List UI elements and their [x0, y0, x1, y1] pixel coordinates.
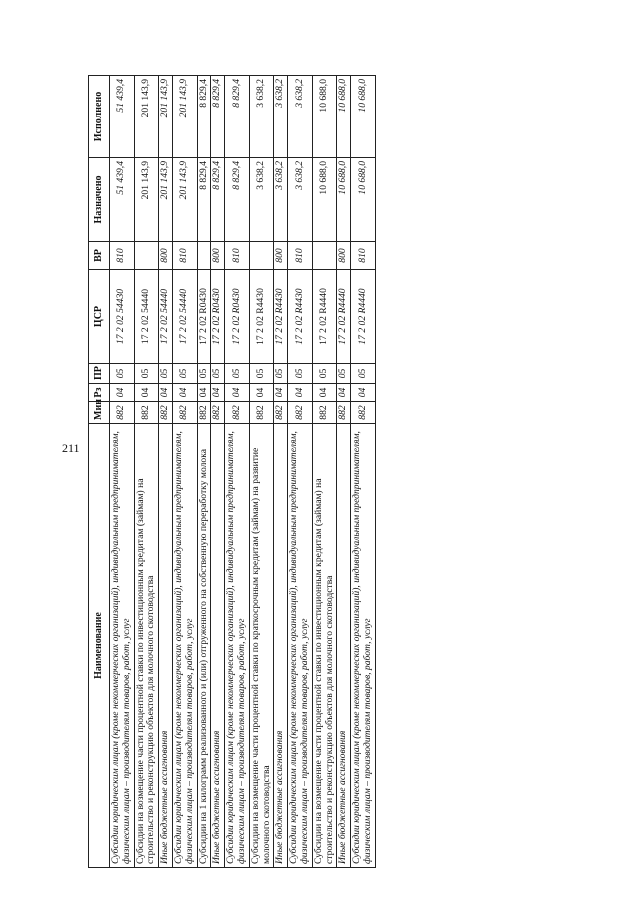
table-row	[134, 76, 159, 868]
cell-rz: 04	[249, 384, 274, 402]
cell-rz: 04	[197, 384, 211, 402]
cell-rz: 04	[337, 384, 351, 402]
cell-csr: 17 2 02 54440	[172, 270, 197, 364]
cell-rz: 04	[134, 384, 159, 402]
cell-vr: 800	[274, 242, 288, 270]
cell-pr: 05	[312, 364, 337, 384]
cell-executed: 3 638,2	[249, 76, 274, 158]
cell-vr: 800	[159, 242, 173, 270]
cell-vr	[312, 242, 337, 270]
cell-name: Субсидии юридическим лицам (кроме некоммерческих организаций), индивидуальным предпринимателям, физическим лицам – производителям товаров, работ, услуг	[172, 424, 197, 868]
cell-name: Иные бюджетные ассигнования	[274, 424, 288, 868]
table-body	[110, 76, 376, 868]
cell-rz: 04	[274, 384, 288, 402]
rotated-table-container	[88, 76, 610, 868]
cell-name: Иные бюджетные ассигнования	[337, 424, 351, 868]
cell-rz: 04	[172, 384, 197, 402]
cell-min: 882	[197, 402, 211, 424]
header-pr: ПР	[89, 364, 110, 384]
cell-pr: 05	[159, 364, 173, 384]
cell-csr: 17 2 02 R4440	[312, 270, 337, 364]
cell-name: Субсидии на 1 килограмм реализованного и (или) отгруженного на собственную переработку молока	[197, 424, 211, 868]
cell-executed: 10 688,0	[337, 76, 351, 158]
cell-csr: 17 2 02 54440	[159, 270, 173, 364]
cell-csr: 17 2 02 R0430	[225, 270, 250, 364]
cell-pr: 05	[211, 364, 225, 384]
cell-assigned: 8 829,4	[197, 158, 211, 242]
cell-csr: 17 2 02 R4430	[249, 270, 274, 364]
cell-assigned: 201 143,9	[134, 158, 159, 242]
cell-pr: 05	[225, 364, 250, 384]
cell-pr: 05	[337, 364, 351, 384]
cell-executed: 201 143,9	[134, 76, 159, 158]
cell-vr: 810	[225, 242, 250, 270]
cell-rz: 04	[312, 384, 337, 402]
cell-assigned: 201 143,9	[172, 158, 197, 242]
cell-assigned: 8 829,4	[225, 158, 250, 242]
header-assigned: Назначено	[89, 158, 110, 242]
cell-vr	[134, 242, 159, 270]
table-row	[288, 76, 313, 868]
cell-csr: 17 2 02 54440	[134, 270, 159, 364]
cell-vr: 810	[172, 242, 197, 270]
cell-pr: 05	[134, 364, 159, 384]
cell-pr: 05	[288, 364, 313, 384]
cell-rz: 04	[225, 384, 250, 402]
cell-min: 882	[225, 402, 250, 424]
table-row	[172, 76, 197, 868]
cell-name: Иные бюджетные ассигнования	[211, 424, 225, 868]
table-row	[159, 76, 173, 868]
cell-assigned: 201 143,9	[159, 158, 173, 242]
table-row	[249, 76, 274, 868]
cell-rz: 04	[110, 384, 135, 402]
table-row	[225, 76, 250, 868]
cell-csr: 17 2 02 54430	[110, 270, 135, 364]
cell-min: 882	[249, 402, 274, 424]
cell-min: 882	[211, 402, 225, 424]
cell-name: Субсидии юридическим лицам (кроме некоммерческих организаций), индивидуальным предпринимателям, физическим лицам – производителям товаров, работ, услуг	[225, 424, 250, 868]
cell-name: Субсидии юридическим лицам (кроме некоммерческих организаций), индивидуальным предпринимателям, физическим лицам – производителям товаров, работ, услуг	[351, 424, 376, 868]
header-csr: ЦСР	[89, 270, 110, 364]
cell-csr: 17 2 02 R4440	[337, 270, 351, 364]
cell-csr: 17 2 02 R0430	[197, 270, 211, 364]
cell-name: Субсидии на возмещение части процентной ставки по инвестиционным кредитам (займам) на строительство и реконструкцию объектов для молочного скотоводства	[312, 424, 337, 868]
table-row	[211, 76, 225, 868]
cell-vr: 810	[288, 242, 313, 270]
header-min: Мин	[89, 402, 110, 424]
cell-executed: 10 688,0	[351, 76, 376, 158]
cell-csr: 17 2 02 R4430	[274, 270, 288, 364]
header-vr: ВР	[89, 242, 110, 270]
cell-assigned: 10 688,0	[337, 158, 351, 242]
cell-min: 882	[110, 402, 135, 424]
cell-executed: 10 688,0	[312, 76, 337, 158]
cell-min: 882	[159, 402, 173, 424]
cell-vr	[197, 242, 211, 270]
cell-assigned: 3 638,2	[288, 158, 313, 242]
cell-assigned: 10 688,0	[312, 158, 337, 242]
table-row	[197, 76, 211, 868]
cell-pr: 05	[351, 364, 376, 384]
cell-rz: 04	[211, 384, 225, 402]
header-rz: Рз	[89, 384, 110, 402]
cell-rz: 04	[159, 384, 173, 402]
cell-min: 882	[172, 402, 197, 424]
cell-assigned: 51 439,4	[110, 158, 135, 242]
header-name: Наименование	[89, 424, 110, 868]
page-number: 211	[62, 441, 80, 455]
table-header-row	[89, 76, 110, 868]
cell-rz: 04	[351, 384, 376, 402]
cell-min: 882	[312, 402, 337, 424]
cell-executed: 8 829,4	[211, 76, 225, 158]
cell-vr: 800	[211, 242, 225, 270]
cell-vr: 810	[110, 242, 135, 270]
cell-name: Субсидии юридическим лицам (кроме некоммерческих организаций), индивидуальным предпринимателям, физическим лицам – производителям товаров, работ, услуг	[288, 424, 313, 868]
cell-pr: 05	[249, 364, 274, 384]
budget-table	[88, 75, 376, 868]
cell-assigned: 3 638,2	[274, 158, 288, 242]
cell-name: Иные бюджетные ассигнования	[159, 424, 173, 868]
cell-min: 882	[351, 402, 376, 424]
cell-name: Субсидии на возмещение части процентной ставки по краткосрочным кредитам (займам) на развитие молочного скотоводства	[249, 424, 274, 868]
cell-executed: 8 829,4	[197, 76, 211, 158]
cell-pr: 05	[197, 364, 211, 384]
cell-vr: 810	[351, 242, 376, 270]
cell-pr: 05	[274, 364, 288, 384]
table-row	[274, 76, 288, 868]
cell-assigned: 3 638,2	[249, 158, 274, 242]
cell-min: 882	[134, 402, 159, 424]
cell-name: Субсидии юридическим лицам (кроме некоммерческих организаций), индивидуальным предпринимателям, физическим лицам – производителям товаров, работ, услуг	[110, 424, 135, 868]
table-row	[110, 76, 135, 868]
cell-min: 882	[288, 402, 313, 424]
cell-name: Субсидии на возмещение части процентной ставки по инвестиционным кредитам (займам) на строительство и реконструкцию объектов для молочного скотоводства	[134, 424, 159, 868]
cell-executed: 3 638,2	[288, 76, 313, 158]
cell-vr	[249, 242, 274, 270]
cell-csr: 17 2 02 R4440	[351, 270, 376, 364]
cell-executed: 51 439,4	[110, 76, 135, 158]
table-row	[337, 76, 351, 868]
cell-pr: 05	[172, 364, 197, 384]
cell-pr: 05	[110, 364, 135, 384]
cell-min: 882	[274, 402, 288, 424]
cell-rz: 04	[288, 384, 313, 402]
table-row	[351, 76, 376, 868]
cell-assigned: 8 829,4	[211, 158, 225, 242]
cell-executed: 201 143,9	[159, 76, 173, 158]
cell-executed: 201 143,9	[172, 76, 197, 158]
cell-vr: 800	[337, 242, 351, 270]
table-row	[312, 76, 337, 868]
header-executed: Исполнено	[89, 76, 110, 158]
cell-executed: 3 638,2	[274, 76, 288, 158]
cell-csr: 17 2 02 R0430	[211, 270, 225, 364]
cell-assigned: 10 688,0	[351, 158, 376, 242]
cell-executed: 8 829,4	[225, 76, 250, 158]
cell-min: 882	[337, 402, 351, 424]
cell-csr: 17 2 02 R4430	[288, 270, 313, 364]
